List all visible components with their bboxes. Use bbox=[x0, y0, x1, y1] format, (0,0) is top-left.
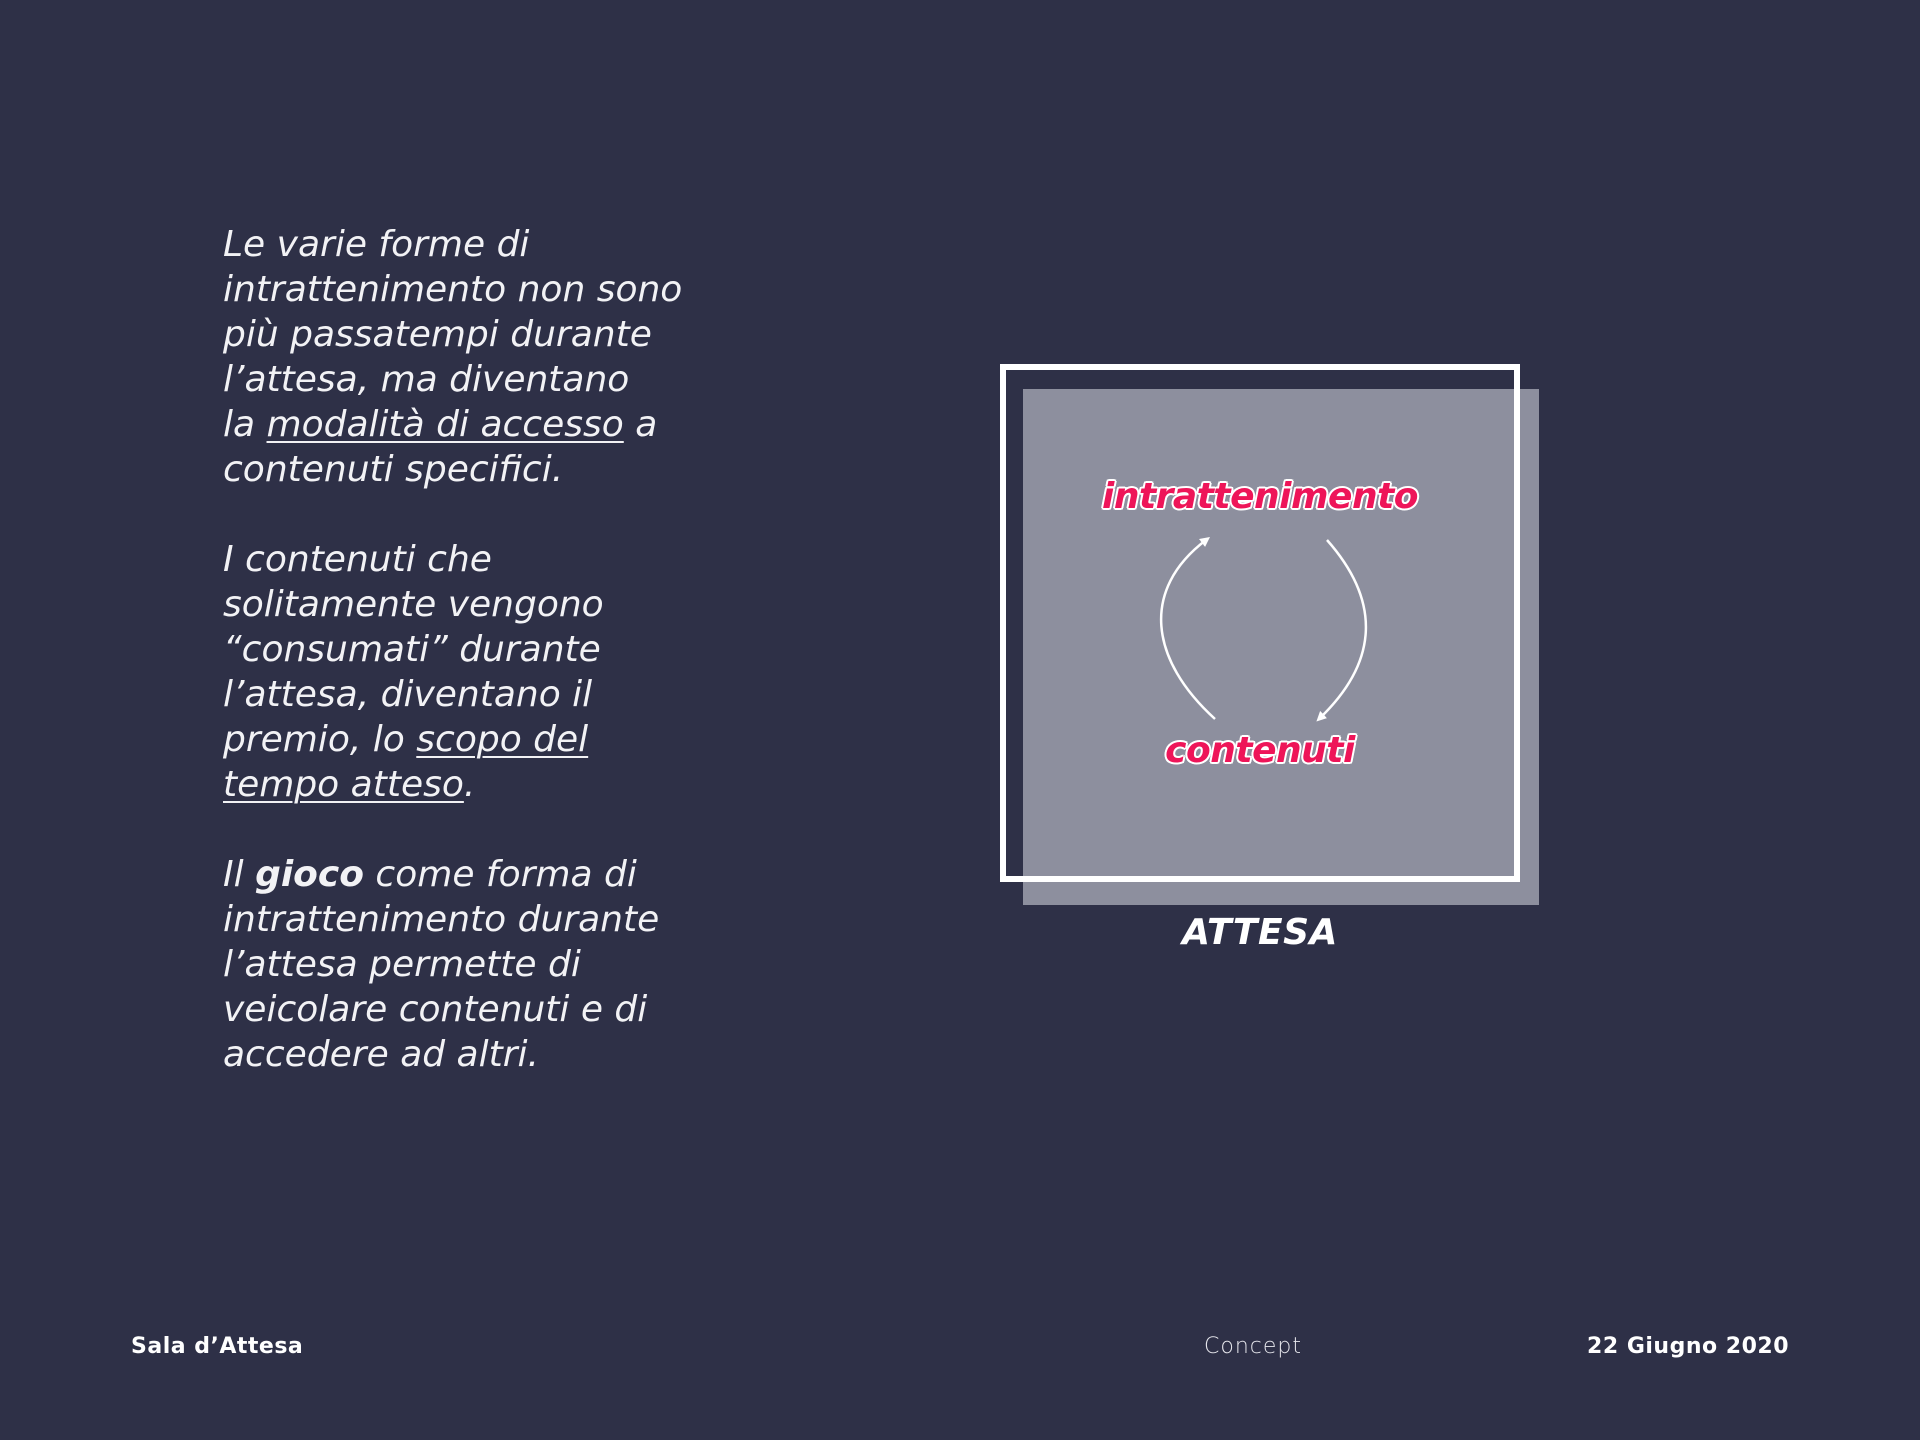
text-line: intrattenimento non sono bbox=[223, 269, 683, 310]
text-fragment: premio, lo bbox=[223, 719, 417, 760]
underlined-phrase: scopo del bbox=[416, 719, 589, 760]
text-line: intrattenimento durante bbox=[223, 899, 660, 940]
text-line: “consumati” durante bbox=[223, 629, 601, 670]
text-fragment: la bbox=[223, 404, 267, 445]
text-line: Le varie forme di bbox=[223, 224, 530, 265]
text-line: I contenuti che bbox=[223, 539, 492, 580]
text-fragment: Il bbox=[223, 854, 256, 895]
text-line: accedere ad altri. bbox=[223, 1034, 539, 1075]
underlined-phrase: modalità di accesso bbox=[266, 404, 624, 445]
text-fragment: . bbox=[463, 764, 476, 805]
text-line: contenuti specifici. bbox=[223, 449, 564, 490]
node-contenuti: contenuti bbox=[1165, 730, 1355, 771]
footer-project-name: Sala d’Attesa bbox=[131, 1334, 304, 1359]
text-fragment: come forma di bbox=[363, 854, 637, 895]
text-fragment: a bbox=[623, 404, 658, 445]
text-line: l’attesa, ma diventano bbox=[223, 359, 630, 400]
text-line: l’attesa permette di bbox=[223, 944, 581, 985]
footer-section: Concept bbox=[1204, 1334, 1302, 1359]
frame-label-attesa: ATTESA bbox=[1182, 912, 1338, 953]
text-line: più passatempi durante bbox=[223, 314, 652, 355]
footer-date: 22 Giugno 2020 bbox=[1587, 1334, 1789, 1359]
underlined-phrase: tempo atteso bbox=[223, 764, 464, 805]
bold-word: gioco bbox=[255, 854, 364, 895]
text-line: veicolare contenuti e di bbox=[223, 989, 648, 1030]
text-line: l’attesa, diventano il bbox=[223, 674, 593, 715]
text-line: solitamente vengono bbox=[223, 584, 604, 625]
diagram-frame bbox=[1000, 364, 1520, 882]
node-intrattenimento: intrattenimento bbox=[1101, 476, 1419, 517]
